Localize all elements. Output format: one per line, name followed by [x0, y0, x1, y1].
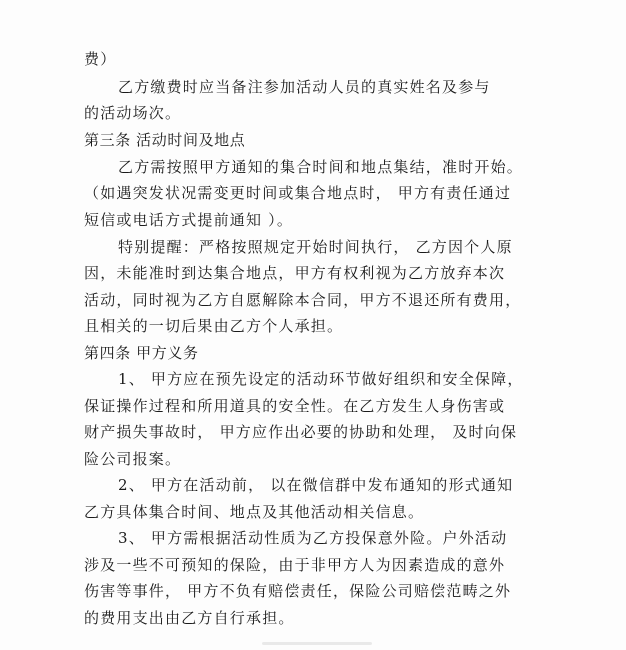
text-line: （如遇突发状况需变更时间或集合地点时， 甲方有责任通过: [84, 184, 512, 202]
text-line: 乙方缴费时应当备注参加活动人员的真实姓名及参与: [118, 78, 491, 96]
text-line: 特别提醒：严格按照规定开始时间执行， 乙方因个人原: [118, 238, 513, 256]
text-line: 的费用支出由乙方自行承担。: [84, 609, 295, 627]
text-line: 活动，同时视为乙方自愿解除本合同，甲方不退还所有费用，: [84, 291, 522, 309]
text-line: 财产损失事故时， 甲方应作出必要的协助和处理， 及时向保: [84, 423, 518, 441]
text-line: 且相关的一切后果由乙方个人承担。: [84, 317, 344, 335]
text-line: 因，未能准时到达集合地点，甲方有权利视为乙方放弃本次: [84, 264, 506, 282]
section-heading-article-3: 第三条 活动时间及地点: [84, 131, 246, 149]
text-line: 保证操作过程和所用道具的安全性。在乙方发生人身伤害或: [84, 397, 506, 415]
text-line: 伤害等事件， 甲方不负有赔偿责任，保险公司赔偿范畴之外: [84, 582, 512, 600]
text-line: 乙方具体集合时间、地点及其他活动相关信息。: [84, 503, 425, 521]
scan-artifact: [262, 642, 372, 645]
text-line: 涉及一些不可预知的保险，由于非甲方人为因素造成的意外: [84, 556, 506, 574]
text-line: 3、 甲方需根据活动性质为乙方投保意外险。户外活动: [118, 529, 508, 547]
text-line: 1、 甲方应在预先设定的活动环节做好组织和安全保障，: [118, 370, 524, 388]
section-heading-article-4: 第四条 甲方义务: [84, 344, 199, 362]
text-line: 的活动场次。: [84, 104, 182, 122]
text-line: 费）: [84, 50, 117, 68]
text-line: 乙方需按照甲方通知的集合时间和地点集结，准时开始。: [118, 158, 524, 176]
text-line: 短信或电话方式提前通知 ）。: [84, 211, 294, 229]
text-line: 险公司报案。: [84, 450, 182, 468]
text-line: 2、 甲方在活动前， 以在微信群中发布通知的形式通知: [118, 476, 514, 494]
